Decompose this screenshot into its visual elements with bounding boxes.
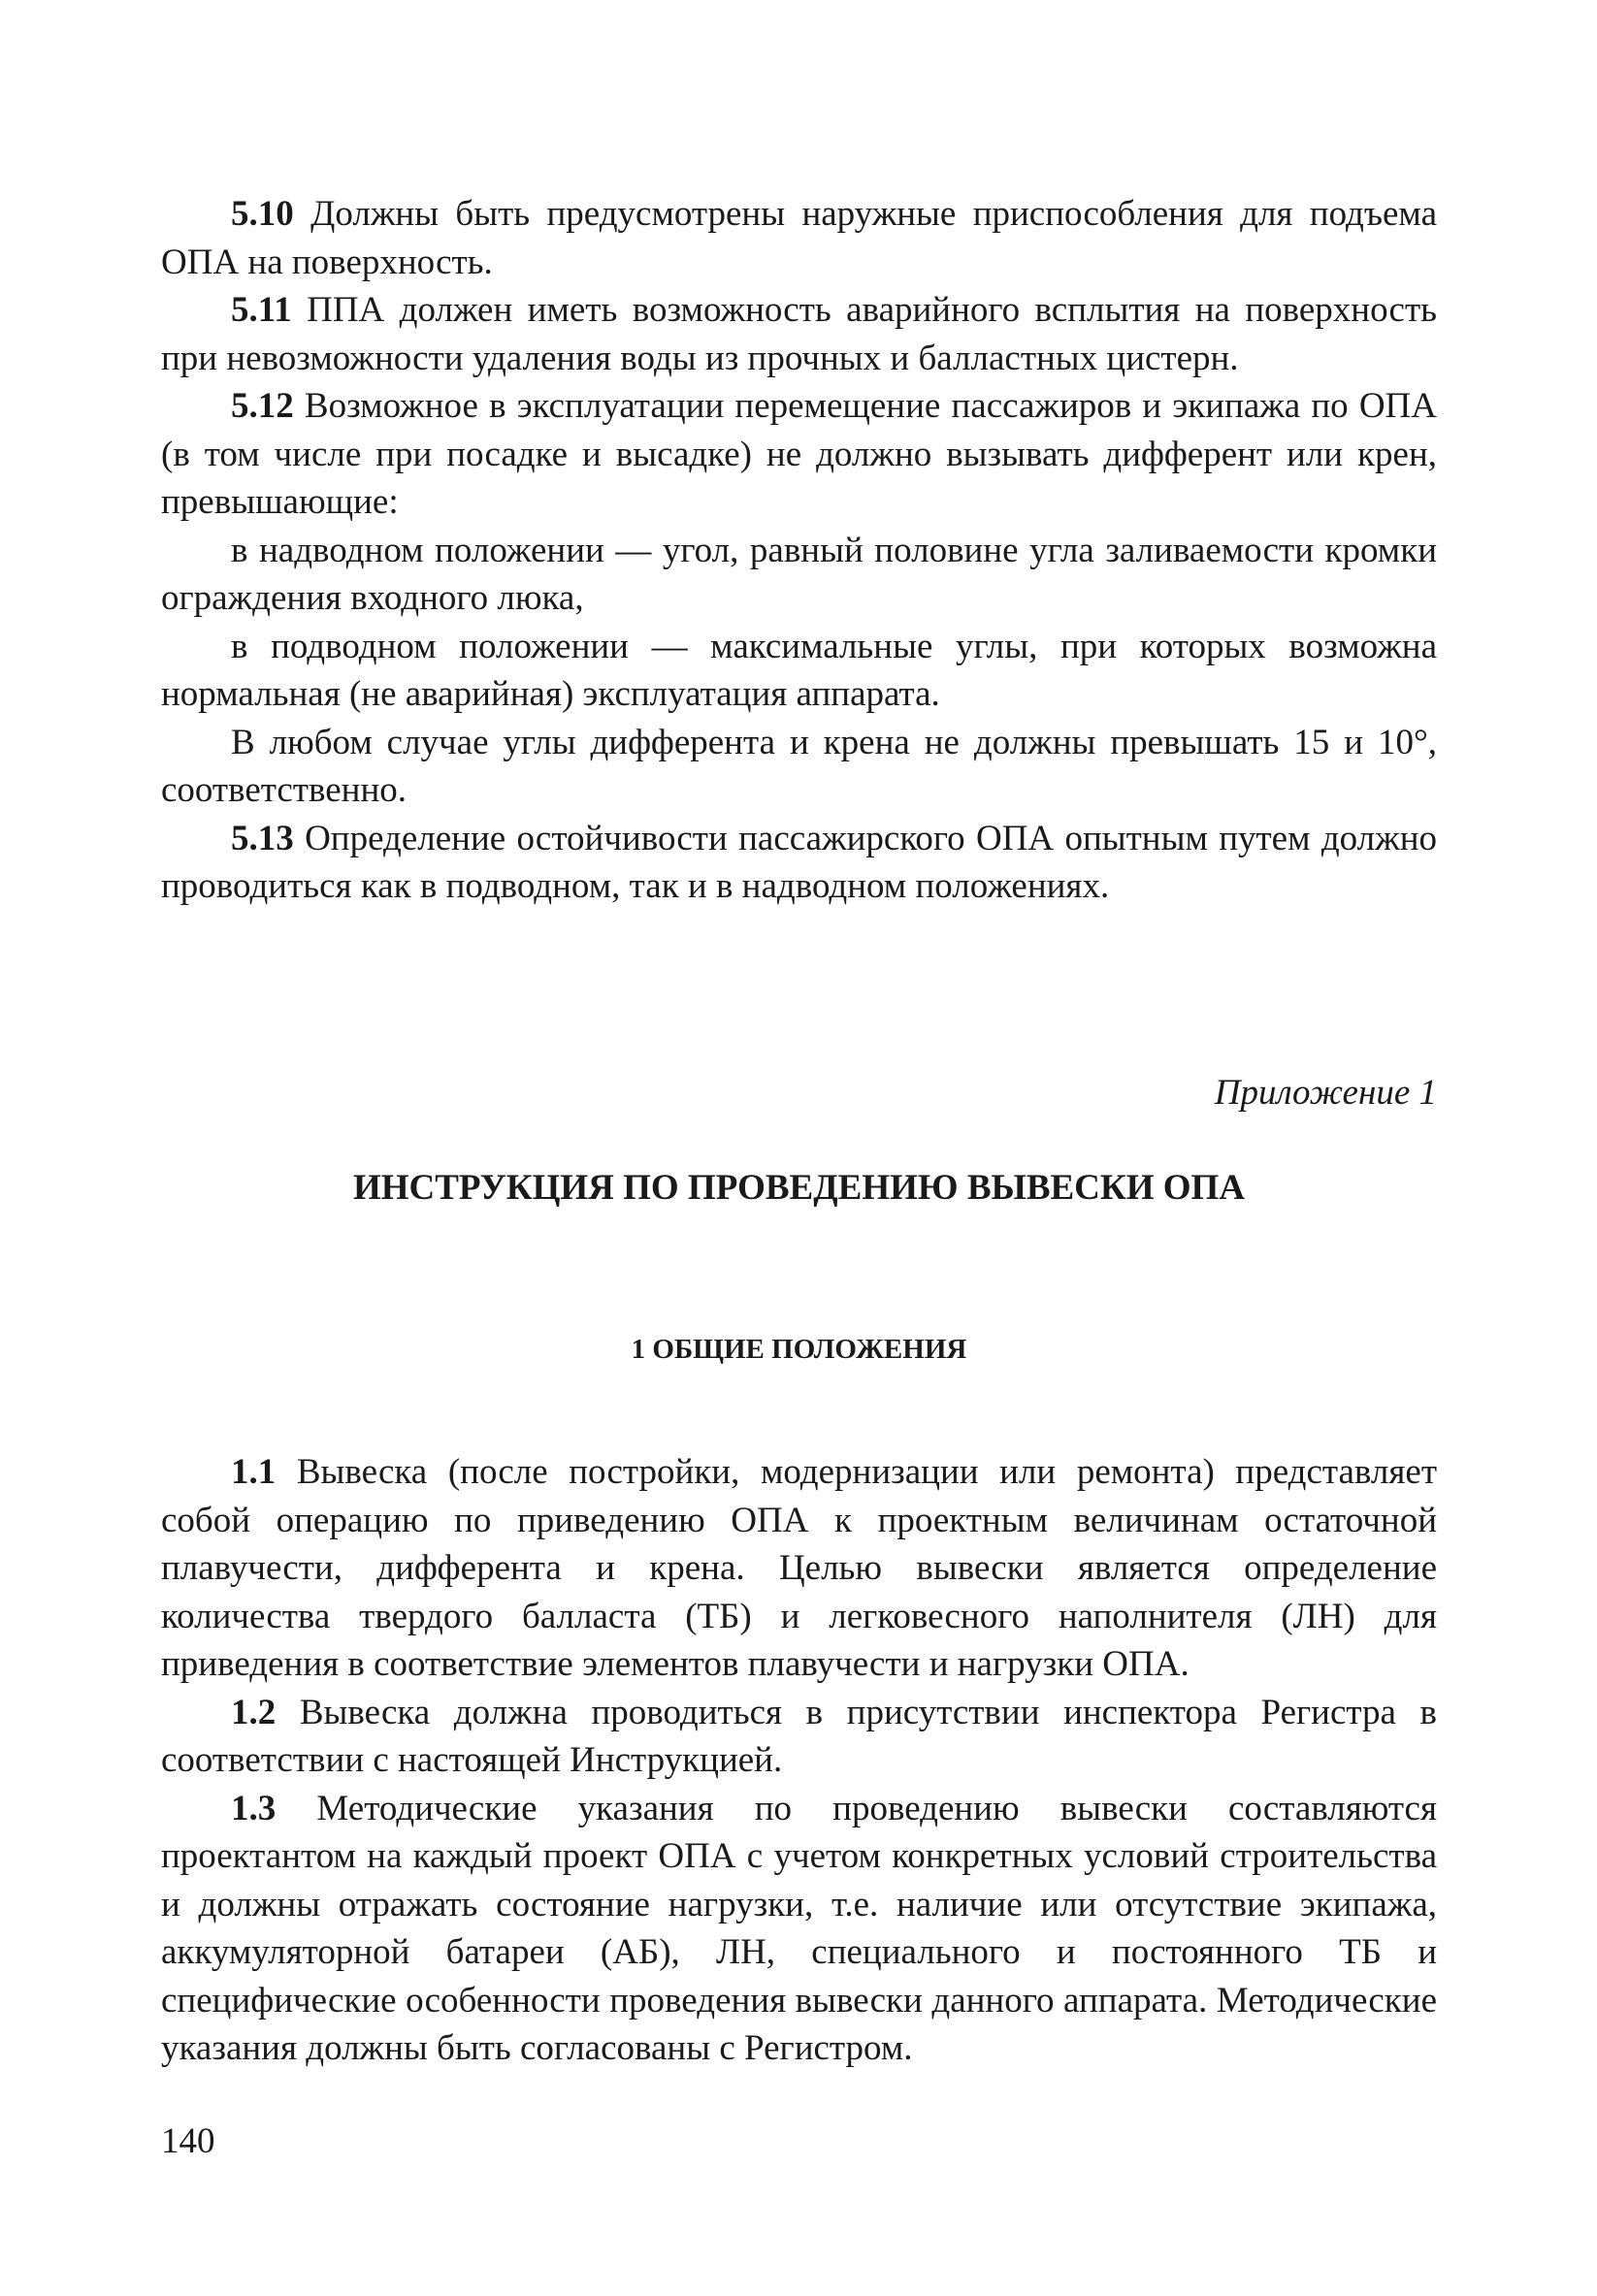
paragraph-1-2 [161, 1689, 1437, 1785]
clause-text: Определение остойчивости пассажирского ОПА опытным путем должно проводиться как в подводном, так и в надводном положениях. [161, 818, 1437, 906]
paragraph-5-12 [161, 382, 1437, 527]
clause-text: ППА должен иметь возможность аварийного всплытия на поверхность при невозможности удаления воды из прочных и балластных цистерн. [161, 290, 1437, 378]
clause-text: Должны быть предусмотрены наружные приспособления для подъема ОПА на поверхность. [161, 194, 1437, 282]
clause-number: 5.10 [231, 194, 294, 234]
section-heading: 1 ОБЩИЕ ПОЛОЖЕНИЯ [631, 1334, 967, 1365]
clause-text: Методические указания по проведению вывески составляются проектантом на каждый проект ОПА с учетом конкретных условий строительства и должны отражать состояние нагрузки, т.е. наличие или отсутствие экипажа, аккумуляторной батареи (АБ), ЛН, специального и постоянного ТБ и специфические особенности проведения вывески данного аппарата. Методические указания должны быть согласованы с Регистром. [161, 1788, 1437, 2068]
clause-number: 5.13 [231, 818, 294, 858]
page-title: ИНСТРУКЦИЯ ПО ПРОВЕДЕНИЮ ВЫВЕСКИ ОПА [352, 1168, 1246, 1208]
appendix-label: Приложение 1 [1214, 1073, 1437, 1113]
paragraph-5-13 [161, 815, 1437, 911]
clause-number: 1.2 [231, 1692, 277, 1732]
paragraph-1-1 [161, 1448, 1437, 1689]
clause-number: 1.1 [231, 1452, 277, 1492]
clause-text: Возможное в эксплуатации перемещение пассажиров и экипажа по ОПА (в том числе при посадке и высадке) не должно вызывать дифферент или крен, превышающие: [161, 386, 1437, 522]
page-number: 140 [161, 2121, 215, 2161]
clause-number: 5.12 [231, 386, 294, 426]
section-5-block [161, 190, 1437, 911]
clause-number: 5.11 [231, 290, 292, 330]
section-1-block [161, 1448, 1437, 2073]
condition-underwater: в подводном положении — максимальные углы, при которых возможна нормальная (не аварийная) эксплуатация аппарата. [161, 626, 1437, 714]
paragraph-5-11 [161, 286, 1437, 382]
paragraph-1-3 [161, 1785, 1437, 2073]
condition-surface: в надводном положении — угол, равный половине угла заливаемости кромки ограждения входного люка, [161, 530, 1437, 618]
clause-text: Вывеска (после постройки, модернизации или ремонта) представляет собой операцию по приведению ОПА к проектным величинам остаточной плавучести, дифферента и крена. Целью вывески является определение количества твердого балласта (ТБ) и легковесного наполнителя (ЛН) для приведения в соответствие элементов плавучести и нагрузки ОПА. [161, 1452, 1437, 1684]
clause-text: Вывеска должна проводиться в присутствии инспектора Регистра в соответствии с настоящей Инструкцией. [161, 1692, 1437, 1780]
paragraph-5-10 [161, 190, 1437, 286]
clause-number: 1.3 [231, 1788, 277, 1828]
angle-limits: В любом случае углы дифферента и крена не должны превышать 15 и 10°, соответственно. [161, 722, 1437, 810]
